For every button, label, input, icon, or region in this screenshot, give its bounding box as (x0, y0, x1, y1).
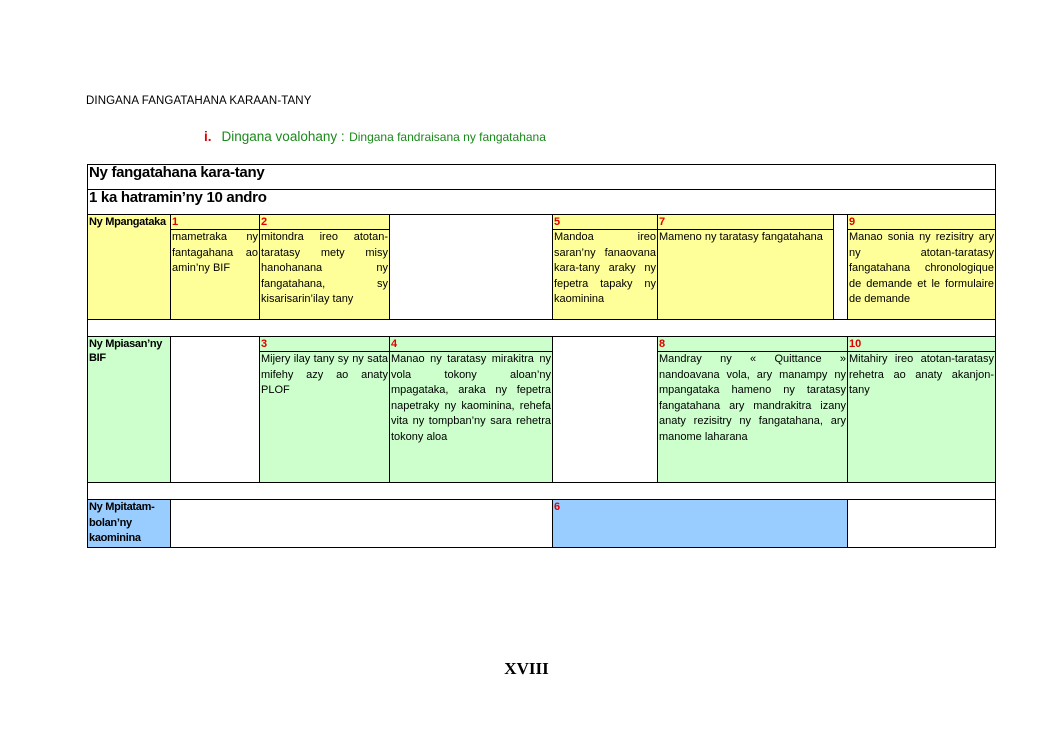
document-heading: DINGANA FANGATAHANA KARAAN-TANY (86, 95, 312, 107)
empty-cell (171, 337, 260, 483)
empty-cell (834, 215, 848, 320)
step-number: 8 (658, 337, 848, 352)
duration-row: 1 ka hatramin’ny 10 andro (88, 190, 996, 215)
step-text: Manao ny taratasy mirakitra ny vola tokony aloan’ny mpagataka, araka ny fepetra napetraky ny kaominina, rehefa vita ny tompban’ny sara rehetra tokony aloa (390, 352, 553, 483)
empty-cell (553, 337, 658, 483)
table-title: Ny fangatahana kara-tany (88, 165, 996, 190)
empty-cell (390, 215, 553, 320)
step-text: Mandray ny « Quittance » nandoavana vola, ary manampy ny mpangataka hameno ny taratasy fangatahana ary mandrakitra izany anaty rezisitry ny fangatahana, ary manome laharana (658, 352, 848, 483)
step-number: 7 (658, 215, 834, 230)
row-spacer (88, 320, 996, 337)
step-text: Mitahiry ireo atotan-taratasy rehetra ao anaty akanjon-tany (848, 352, 996, 483)
section-title: Dingana voalohany : (221, 129, 345, 144)
row-spacer (88, 483, 996, 500)
step-text: mametraka ny fantagahana ao amin’ny BIF (171, 230, 260, 320)
section-heading (204, 128, 546, 146)
row-label-mpangataka: Ny Mpangataka (88, 215, 171, 320)
procedure-table (87, 164, 996, 548)
page-number: XVIII (504, 659, 549, 678)
step-number: 1 (171, 215, 260, 230)
empty-cell (848, 500, 996, 548)
step-text: Mijery ilay tany sy ny sata mifehy azy ao anaty PLOF (260, 352, 390, 483)
section-subtitle: Dingana fandraisana ny fangatahana (349, 130, 546, 144)
step-number: 4 (390, 337, 553, 352)
row-label-bif: Ny Mpiasan’ny BIF (88, 337, 171, 483)
step-text: mitondra ireo atotan-taratasy mety misy hanohanana ny fangatahana, sy kisarisarin’ilay tany (260, 230, 390, 320)
step-number: 2 (260, 215, 390, 230)
step-number: 9 (848, 215, 996, 230)
step-text: Manao sonia ny rezisitry ary ny atotan-taratasy fangatahana chronologique de demande et le formulaire de demande (848, 230, 996, 320)
step-number: 10 (848, 337, 996, 352)
section-number: i. (204, 129, 212, 144)
row-label-kaominina: Ny Mpitatam-bolan’ny kaominina (88, 500, 171, 548)
empty-cell (171, 500, 553, 548)
step-text: Mandoa ireo saran’ny fanaovana kara-tany araky ny fepetra tapaky ny kaominina (553, 230, 658, 320)
step-number: 5 (553, 215, 658, 230)
step-number: 6 (553, 500, 848, 548)
step-text: Mameno ny taratasy fangatahana (658, 230, 834, 320)
step-number: 3 (260, 337, 390, 352)
